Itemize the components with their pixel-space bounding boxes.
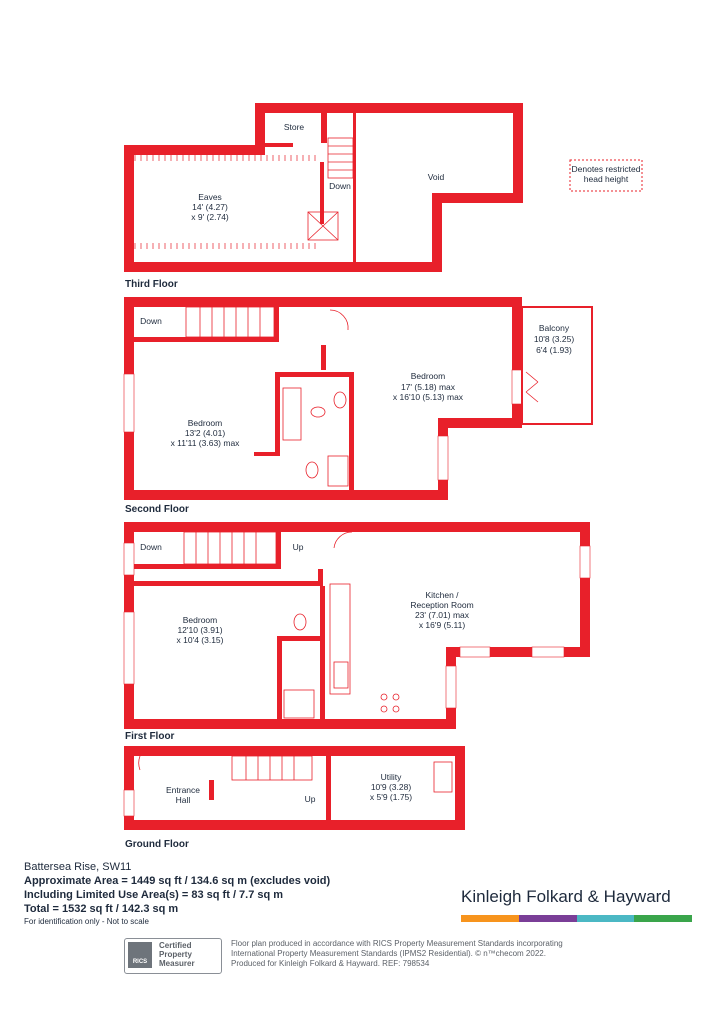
- floor-label-third: Third Floor: [125, 279, 178, 290]
- rics-line1: Certified: [159, 941, 192, 950]
- disclaimer-line2: International Property Measurement Standards (IPMS2 Residential). © n™checom 2022.: [231, 949, 546, 958]
- brand-bar-purple: [519, 915, 577, 922]
- property-address: Battersea Rise, SW11: [24, 861, 132, 873]
- disclaimer-line3: Produced for Kinleigh Folkard & Hayward. REF: 798534: [231, 959, 430, 968]
- kitchen-dim1: 23' (7.01) max: [414, 610, 470, 620]
- brand-color-bar: [461, 915, 692, 922]
- brand-name: Kinleigh Folkard & Hayward: [461, 887, 671, 906]
- rics-badge: [124, 938, 222, 974]
- total-area: Total = 1532 sq ft / 142.3 sq m: [24, 903, 179, 915]
- down-second-label: Down: [140, 316, 162, 326]
- bedroom-first-dim1: 12'10 (3.91): [177, 625, 223, 635]
- floor-label-first: First Floor: [125, 731, 175, 742]
- legend-line2: head height: [583, 174, 629, 184]
- up-ground-label: Up: [304, 794, 316, 804]
- rics-logo: RICS: [128, 942, 152, 968]
- approximate-area: Approximate Area = 1449 sq ft / 134.6 sq m (excludes void): [24, 875, 331, 887]
- balcony-doors: [526, 372, 538, 402]
- kitchen-label1: Kitchen /: [425, 590, 459, 600]
- kitchen-label2: Reception Room: [410, 600, 474, 610]
- brand-bar-teal: [577, 915, 635, 922]
- kitchen-dim2: x 16'9 (5.11): [418, 620, 466, 630]
- bedroom-second-dim1: 13'2 (4.01): [184, 428, 226, 438]
- utility-dim2: x 5'9 (1.75): [369, 792, 413, 802]
- bedroom-first-dim2: x 10'4 (3.15): [176, 635, 224, 645]
- brand-bar-green: [634, 915, 692, 922]
- bedroom-second-label: Bedroom: [187, 418, 223, 428]
- hall-label1: Entrance: [165, 785, 201, 795]
- bedroom-main-label: Bedroom: [410, 371, 446, 381]
- bedroom-first-label: Bedroom: [182, 615, 218, 625]
- up-first-label: Up: [292, 542, 304, 552]
- down-third-label: Down: [329, 181, 351, 191]
- eaves-dim1: 14' (4.27): [192, 202, 228, 212]
- floor-label-second: Second Floor: [125, 504, 189, 515]
- disclaimer-line1: Floor plan produced in accordance with RICS Property Measurement Standards incorporating: [231, 939, 563, 948]
- utility-dim1: 10'9 (3.28): [370, 782, 412, 792]
- rics-line2: Property: [159, 950, 192, 959]
- bedroom-second-dim2: x 11'11 (3.63) max: [170, 438, 240, 448]
- balcony-label: Balcony: [538, 323, 570, 333]
- eaves-dim2: x 9' (2.74): [191, 212, 229, 222]
- disclaimer: [231, 939, 563, 969]
- down-first-label: Down: [140, 542, 162, 552]
- bedroom-main-dim2: x 16'10 (5.13) max: [392, 392, 464, 402]
- balcony-dim1: 10'8 (3.25): [533, 334, 575, 344]
- bedroom-main-dim1: 17' (5.18) max: [400, 382, 456, 392]
- rics-text: [159, 941, 195, 968]
- eaves-label: Eaves: [198, 192, 222, 202]
- brand-bar-orange: [461, 915, 519, 922]
- limited-use-area: Including Limited Use Area(s) = 83 sq ft / 7.7 sq m: [24, 889, 284, 901]
- utility-label: Utility: [380, 772, 402, 782]
- rics-line3: Measurer: [159, 959, 195, 968]
- legend-line1: Denotes restricted: [571, 164, 641, 174]
- balcony-dim2: 6'4 (1.93): [536, 345, 572, 355]
- void-label: Void: [427, 172, 445, 182]
- floor-label-ground: Ground Floor: [125, 839, 189, 850]
- store-label: Store: [283, 122, 305, 132]
- identification-note: For identification only - Not to scale: [24, 917, 149, 926]
- hall-label2: Hall: [175, 795, 191, 805]
